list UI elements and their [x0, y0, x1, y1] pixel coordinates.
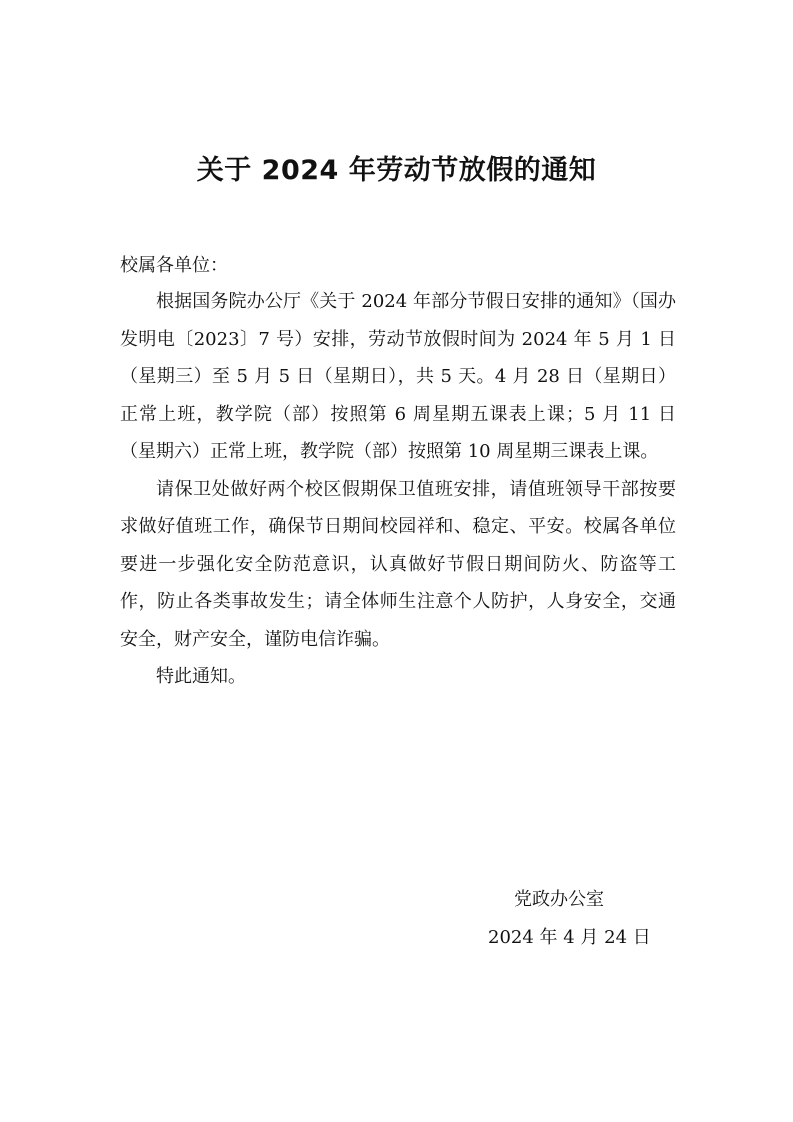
signature-date: 2024 年 4 月 24 日 [488, 927, 651, 948]
body-paragraph: 请保卫处做好两个校区假期保卫值班安排，请值班领导干部按要求做好值班工作，确保节日期间校园祥和、稳定、平安。校属各单位要进一步强化安全防范意识，认真做好节假日期间防火、防盗等工作，防止各类事故发生；请全体师生注意个人防护，人身安全，交通安全，财产安全，谨防电信诈骗。 [120, 478, 676, 650]
salutation: 校属各单位： [120, 255, 228, 276]
closing-paragraph: 特此通知。 [156, 666, 246, 687]
document-title: 关于 2024 年劳动节放假的通知 [196, 155, 597, 186]
signature-organization: 党政办公室 [514, 889, 604, 910]
body-paragraph: 根据国务院办公厅《关于 2024 年部分节假日安排的通知》（国办发明电〔2023〕7 号）安排，劳动节放假时间为 2024 年 5 月 1 日（星期三）至 5 月 5 日（星期日），共 5 天。4 月 28 日（星期日）正常上班，教学院（部）按照第 6 周星期五课表上课；5 月 11 日（星期六）正常上班，教学院（部）按照第 10 周星期三课表上课。 [120, 291, 676, 462]
document-body [120, 283, 676, 696]
